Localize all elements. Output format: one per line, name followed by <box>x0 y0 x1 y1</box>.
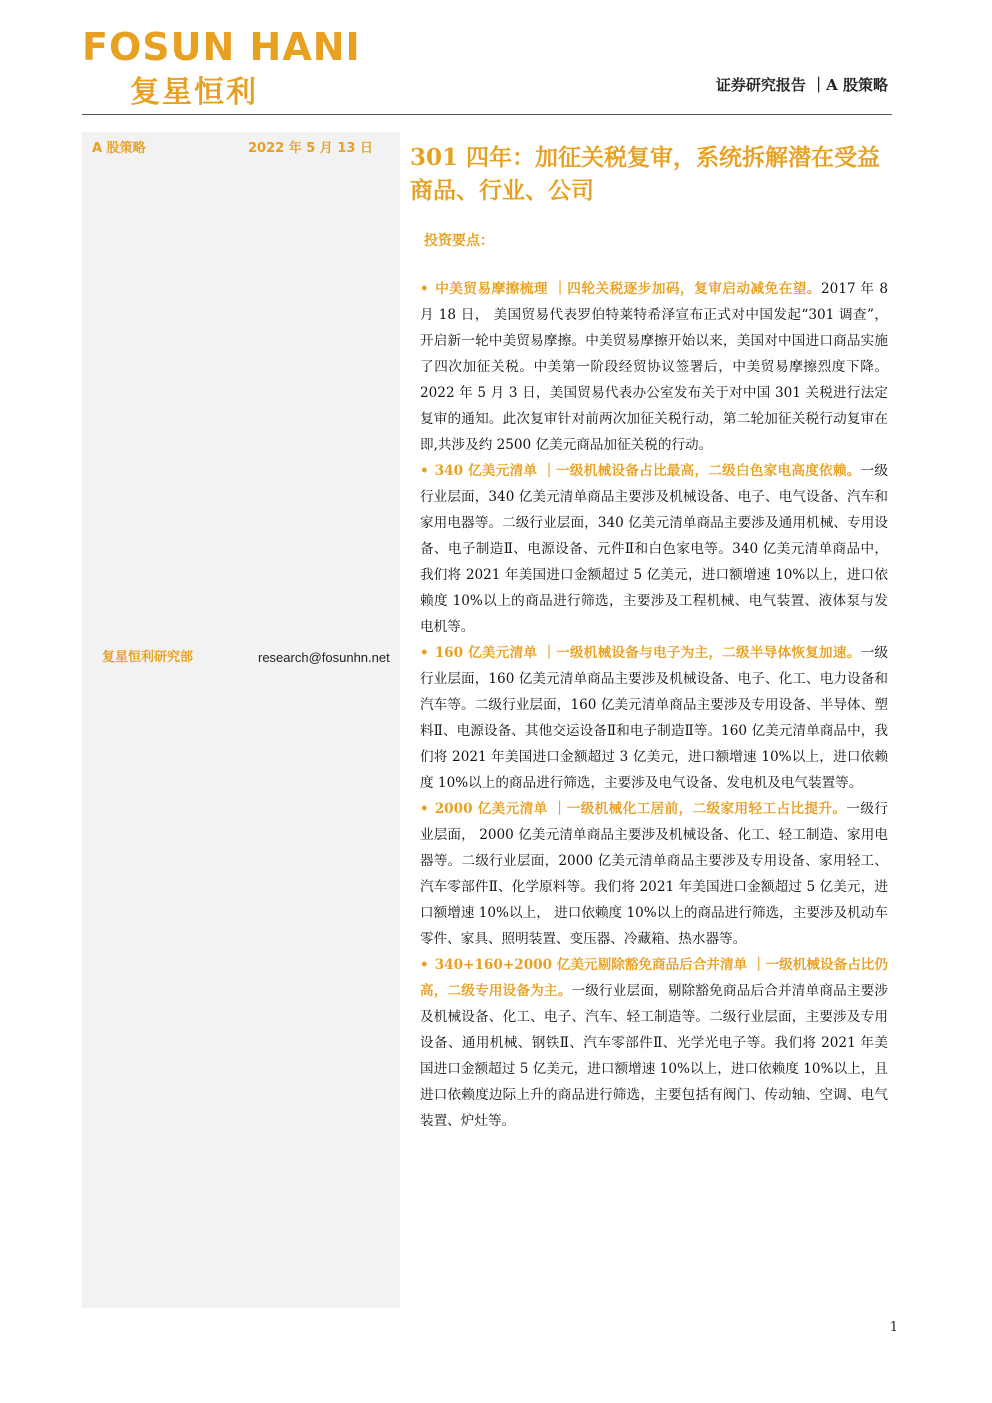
point-lead: 中美贸易摩擦梳理 ｜四轮关税逐步加码，复审启动减免在望。 <box>434 281 822 297</box>
sidebar <box>82 132 400 1308</box>
point-text: 一级行业层面，340 亿美元清单商品主要涉及机械设备、电子、电气设备、汽车和家用电器等。二级行业层面，340 亿美元清单商品主要涉及通用机械、专用设备、电子制造Ⅱ、电源设备、元件Ⅱ和白色家电等。340 亿美元清单商品中，我们将 2021 年美国进口金额超过 5 亿美元，进口额增速 10%以上，进口依赖度 10%以上的商品进行筛选，主要涉及工程机械、电气装置、液体泵与发电机等。 <box>420 463 888 635</box>
logo-cn: 复星恒利 <box>130 75 258 110</box>
point-1 <box>420 276 888 458</box>
bullet-icon: • <box>420 281 429 297</box>
point-3 <box>420 640 888 796</box>
point-text: 2017 年 8 月 18 日， 美国贸易代表罗伯特莱特希泽宣布正式对中国发起“301 调查”，开启新一轮中美贸易摩擦。中美贸易摩擦开始以来，美国对中国进口商品实施了四次加征关税。中美第一阶段经贸协议签署后，中美贸易摩擦烈度下降。2022 年 5 月 3 日，美国贸易代表办公室发布关于对中国 301 关税进行法定复审的通知。此次复审针对前两次加征关税行动，第二轮加征关税行动复审在即,共涉及约 2500 亿美元商品加征关税的行动。 <box>420 281 888 453</box>
section-label: 投资要点： <box>424 233 494 249</box>
sidebar-date: 2022 年 5 月 13 日 <box>248 141 373 156</box>
sidebar-category: A 股策略 <box>92 141 146 156</box>
sidebar-dept: 复星恒利研究部 <box>102 650 194 665</box>
point-text: 一级行业层面，160 亿美元清单商品主要涉及机械设备、电子、化工、电力设备和汽车等。二级行业层面，160 亿美元清单商品主要涉及专用设备、半导体、塑料Ⅱ、电源设备、其他交运设备Ⅱ和电子制造Ⅱ等。160 亿美元清单商品中，我们将 2021 年美国进口金额超过 3 亿美元，进口额增速 10%以上，进口依赖度 10%以上的商品进行筛选，主要涉及电气设备、发电机及电气装置等。 <box>420 645 888 791</box>
point-4 <box>420 796 888 952</box>
point-5 <box>420 952 888 1134</box>
logo-en: FOSUN HANI <box>82 25 361 69</box>
point-lead: 160 亿美元清单 ｜一级机械设备与电子为主，二级半导体恢复加速。 <box>434 645 861 661</box>
page-number: 1 <box>889 1320 898 1335</box>
point-text: 一级行业层面，剔除豁免商品后合并清单商品主要涉及机械设备、化工、电子、汽车、轻工制造等。二级行业层面，主要涉及专用设备、通用机械、钢铁Ⅱ、汽车零部件Ⅱ、光学光电子等。我们将 2021 年美国进口金额超过 5 亿美元，进口额增速 10%以上，进口依赖度 10%以上，且进口依赖度边际上升的商品进行筛选，主要包括有阀门、传动轴、空调、电气装置、炉灶等。 <box>420 983 888 1129</box>
point-lead: 340+160+2000 亿美元剔除豁免商品后合并清单 ｜一级机械设备占比仍高，二级专用设备为主。 <box>420 957 888 999</box>
point-lead: 2000 亿美元清单 ｜一级机械化工居前，二级家用轻工占比提升。 <box>434 801 847 817</box>
point-text: 一级行业层面， 2000 亿美元清单商品主要涉及机械设备、化工、轻工制造、家用电器等。二级行业层面，2000 亿美元清单商品主要涉及专用设备、家用轻工、汽车零部件Ⅱ、化学原料等。我们将 2021 年美国进口金额超过 5 亿美元，进口额增速 10%以上， 进口依赖度 10%以上的商品进行筛选，主要涉及机动车零件、家具、照明装置、变压器、冷藏箱、热水器等。 <box>420 801 888 947</box>
report-type: 证券研究报告 ｜A 股策略 <box>715 76 888 94</box>
report-title: 301 四年：加征关税复审，系统拆解潜在受益商品、行业、公司 <box>410 144 881 204</box>
header-rule <box>82 114 892 115</box>
bullet-icon: • <box>420 957 429 973</box>
bullet-icon: • <box>420 645 429 661</box>
bullet-icon: • <box>420 463 429 479</box>
point-2 <box>420 458 888 640</box>
points-column <box>420 276 888 1134</box>
sidebar-email[interactable]: research@fosunhn.net <box>258 650 390 665</box>
bullet-icon: • <box>420 801 429 817</box>
point-lead: 340 亿美元清单 ｜一级机械设备占比最高，二级白色家电高度依赖。 <box>434 463 861 479</box>
